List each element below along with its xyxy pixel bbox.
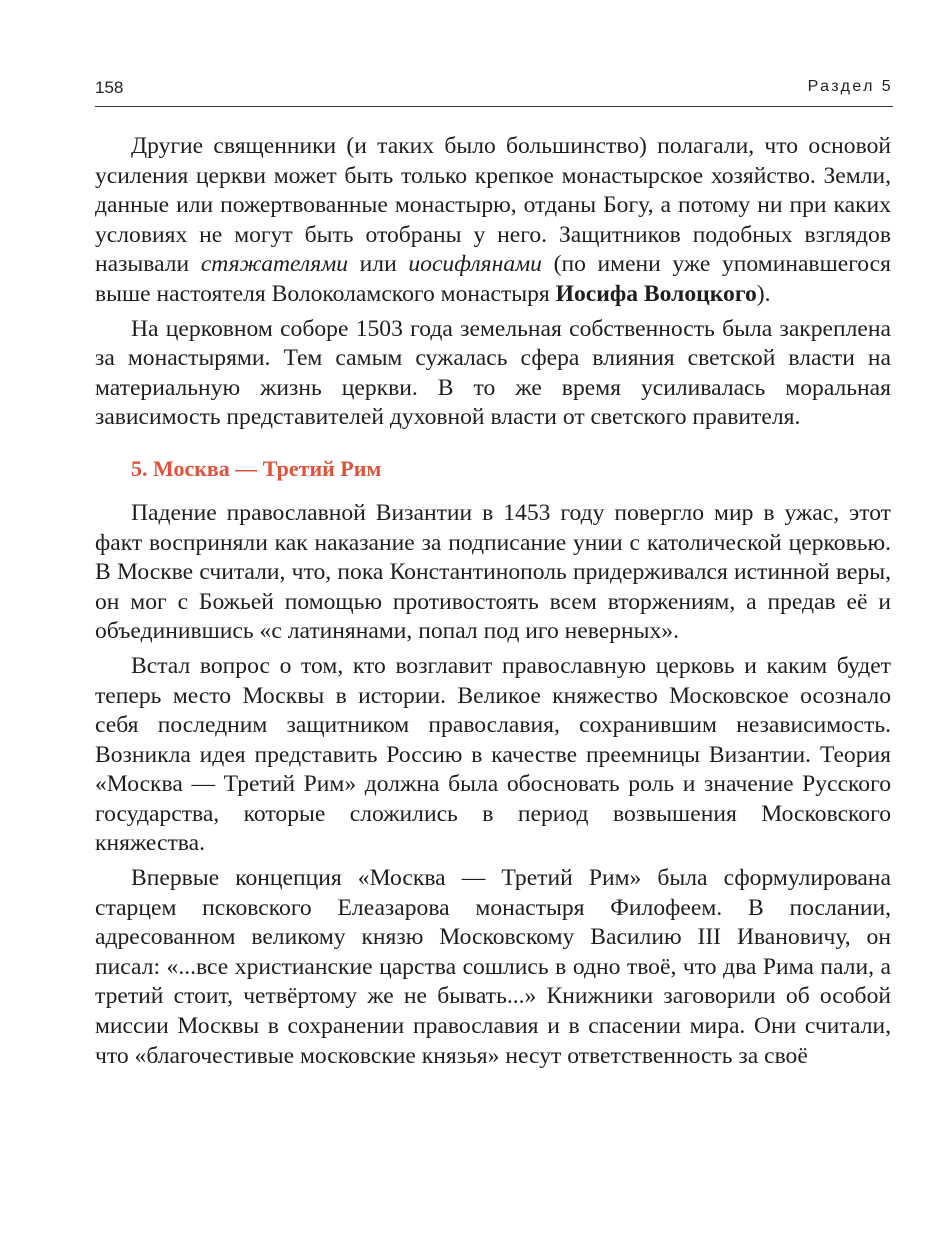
- italic-term: иосифлянами: [408, 251, 542, 278]
- paragraph: [95, 132, 891, 310]
- text-run: ).: [756, 280, 771, 307]
- page-number: 158: [95, 78, 124, 97]
- page-body: [95, 132, 891, 1071]
- page-header: [95, 76, 893, 107]
- text-run: (по имени уже упоминавшегося выше настоятеля Волоколамского монастыря: [95, 251, 892, 307]
- italic-term: стяжателями: [200, 251, 349, 278]
- text-run: или: [348, 251, 409, 278]
- bold-name: Иосифа Волоцкого: [555, 280, 757, 307]
- paragraph: Впервые концепция «Москва — Третий Рим» была сформулирована старцем псковского Елеазарова монастыря Филофеем. В послании, адресованном великому князю Московскому Василию III Ивановичу, он писал: «...все христианские царства сошлись в одно твоё, что два Рима пали, а третий стоит, четвёртому же не бывать...» Книжники заговорили об особой миссии Москвы в сохранении православия и в спасении мира. Они считали, что «благочестивые московские князья» несут ответственность за своё: [95, 865, 891, 1069]
- paragraph: На церковном соборе 1503 года земельная собственность была закреплена за монастырями. Тем самым сужалась сфера влияния светской власти на материальную жизнь церкви. В то же время усиливалась моральная зависимость представителей духовной власти от светского правителя.: [95, 315, 891, 431]
- paragraph: Встал вопрос о том, кто возглавит православную церковь и каким будет теперь место Москвы в истории. Великое княжество Московское осознало себя последним защитником православия, сохранившим независимость. Возникла идея представить Россию в качестве преемницы Византии. Теория «Москва — Третий Рим» должна была обосновать роль и значение Русского государства, которые сложились в период возвышения Московского княжества.: [95, 652, 891, 857]
- section-label: Раздел 5: [807, 78, 893, 95]
- section-heading: 5. Москва — Третий Рим: [131, 455, 382, 481]
- paragraph: Падение православной Византии в 1453 году повергло мир в ужас, этот факт восприняли как наказание за подписание унии с католической церковью. В Москве считали, что, пока Константинополь придерживался истинной веры, он мог с Божьей помощью противостоять всем вторжениям, а предав её и объединившись «с латинянами, попал под иго неверных».: [95, 499, 891, 645]
- text-run: Другие священники (и таких было большинство) полагали, что основой усиления церкви может быть только крепкое монастырское хозяйство. Земли, данные или пожертвованные монастырю, отданы Богу, а потому ни при каких условиях не могут быть отобраны у него. Защитников подобных взглядов называли: [95, 133, 891, 278]
